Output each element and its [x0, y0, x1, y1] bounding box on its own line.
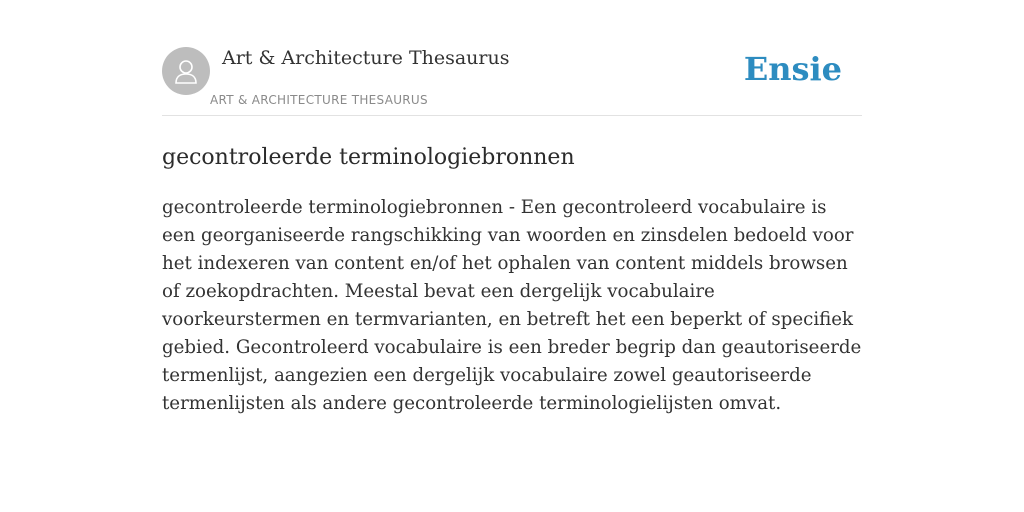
source-label[interactable]: ART & ARCHITECTURE THESAURUS — [210, 93, 428, 107]
user-icon — [171, 56, 201, 86]
article-header — [162, 46, 862, 116]
author-name[interactable]: Art & Architecture Thesaurus — [222, 47, 510, 69]
article-body: gecontroleerde terminologiebronnen - Een gecontroleerd vocabulaire is een georganiseerde rangschikking van woorden en zinsdelen bedoeld voor het indexeren van content en/of het ophalen van content middels browsen of zoekopdrachten. Meestal bevat een dergelijk vocabulaire voorkeurstermen en termvarianten, en betreft het een beperkt of specifiek gebied. Gecontroleerd vocabulaire is een breder begrip dan geautoriseerde termenlijst, aangezien een dergelijk vocabulaire zowel geautoriseerde termenlijsten als andere gecontroleerde terminologielijsten omvat. — [162, 197, 862, 414]
author-avatar[interactable] — [162, 47, 210, 95]
article-card — [162, 46, 862, 418]
article-title: gecontroleerde terminologiebronnen — [162, 145, 575, 170]
brand-logo[interactable]: Ensie — [743, 50, 842, 88]
